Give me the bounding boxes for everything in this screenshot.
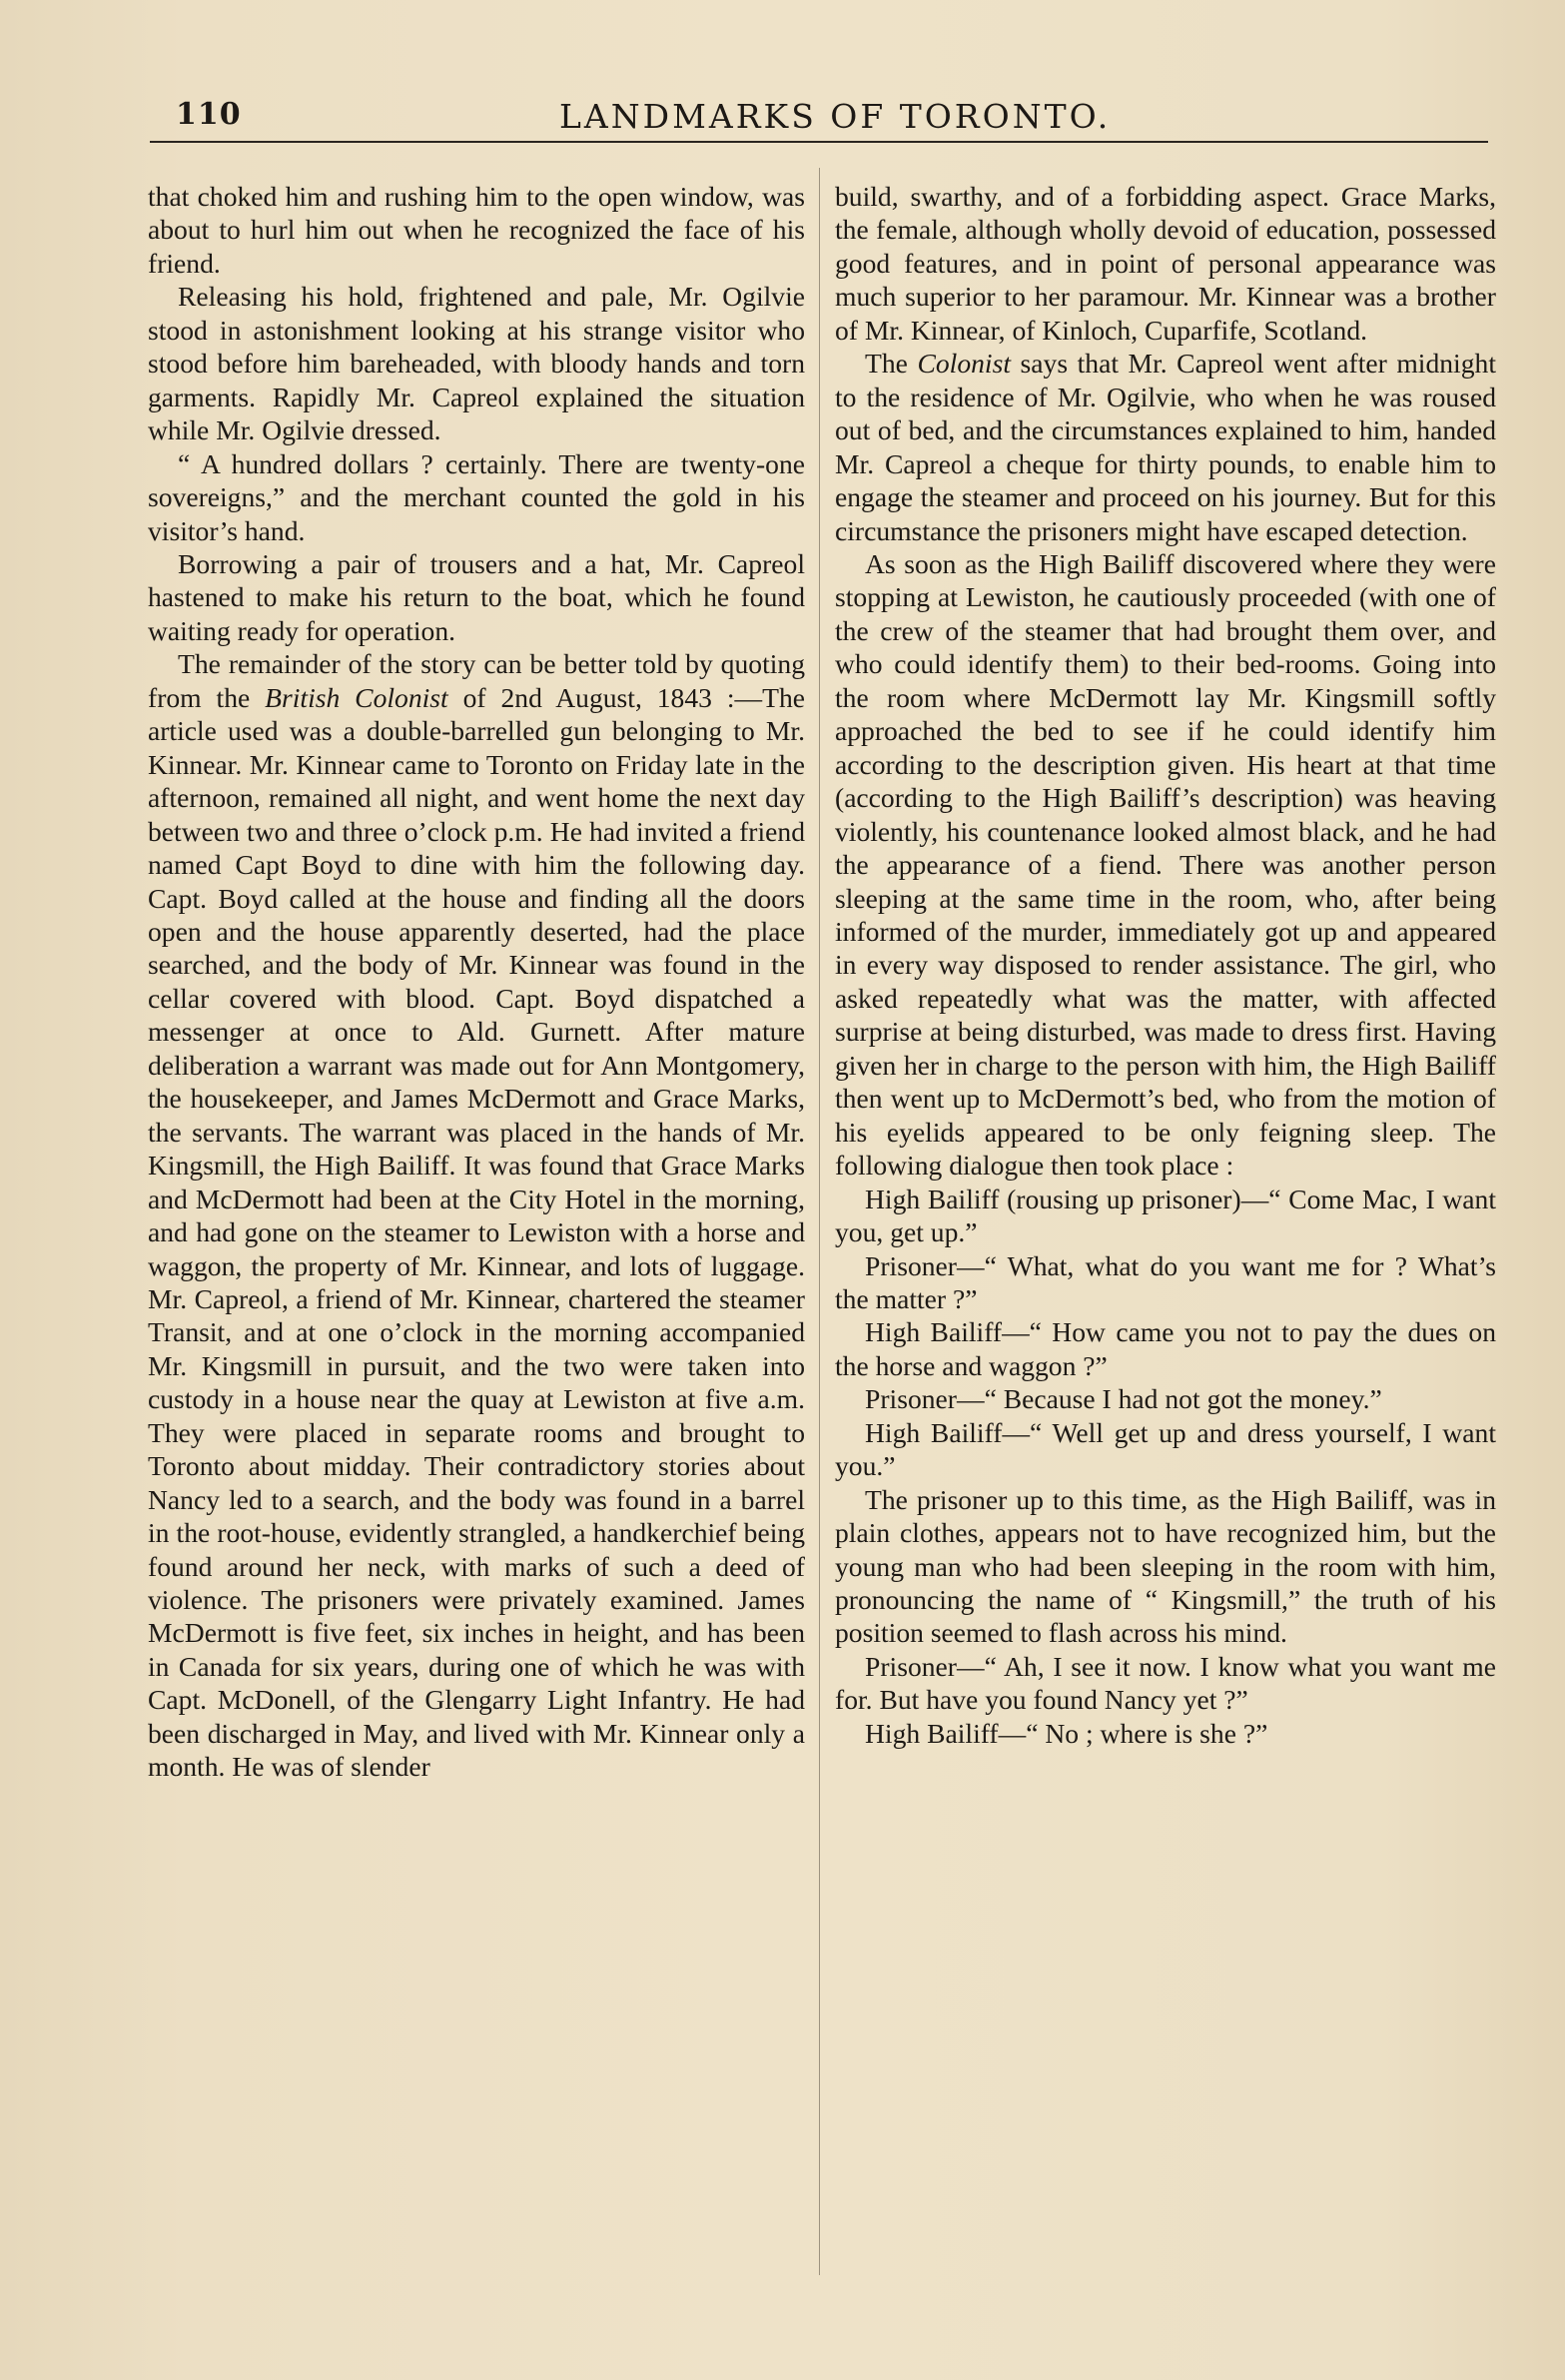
- paragraph: As soon as the High Bailiff discovered where they were stopping at Lewiston, he cautiously proceeded (with one of the crew of the steamer that had brought them over, and who could identify them) to their bed-rooms. Going into the room where McDermott lay Mr. Kingsmill softly approached the bed to see if he could identify him according to the description given. His heart at that time (according to the High Bailiff’s description) was heaving violently, his countenance looked almost black, and he had the appearance of a fiend. There was another person sleeping at the same time in the room, who, after being informed of the murder, immediately got up and appeared in every way disposed to render assistance. The girl, who asked repeatedly what was the matter, with affected surprise at being disturbed, was made to dress first. Having given her in charge to the person with him, the High Bailiff then went up to McDermott’s bed, who from the motion of his eyelids appeared to be only feigning sleep. The following dialogue then took place :: [835, 547, 1496, 1182]
- dialogue-line: High Bailiff (rousing up prisoner)—“ Come Mac, I want you, get up.”: [835, 1183, 1496, 1248]
- dialogue-line: High Bailiff—“ How came you not to pay the dues on the horse and waggon ?”: [835, 1316, 1496, 1381]
- paragraph: Releasing his hold, frightened and pale, Mr. Ogilvie stood in astonishment looking at his strange visitor who stood before him bareheaded, with bloody hands and torn garments. Rapidly Mr. Capreol explained the situation while Mr. Ogilvie dressed.: [148, 281, 805, 446]
- paragraph: Borrowing a pair of trousers and a hat, Mr. Capreol hastened to make his return to the boat, which he found waiting ready for operation.: [148, 547, 805, 646]
- left-column: [148, 180, 805, 1784]
- paragraph: The prisoner up to this time, as the High Bailiff, was in plain clothes, appears not to have recognized him, but the young man who had been sleeping in the room with him, pronouncing the name of “ Kingsmill,” the truth of his position seemed to flash across his mind.: [835, 1483, 1496, 1649]
- running-title: LANDMARKS OF TORONTO.: [559, 97, 1112, 136]
- paragraph-text: says that Mr. Capreol went after midnight to the residence of Mr. Ogilvie, who when he was roused out of bed, and the circumstances explained to him, handed Mr. Capreol a cheque for thirty pounds, to enable him to engage the steamer and proceed on his journey. But for this circumstance the prisoners might have escaped detection.: [835, 348, 1496, 546]
- newspaper-title: Colonist: [917, 348, 1011, 380]
- dialogue-line: High Bailiff—“ No ; where is she ?”: [865, 1717, 1268, 1749]
- page-header: [150, 95, 1488, 155]
- paragraph: build, swarthy, and of a forbidding aspect. Grace Marks, the female, although wholly devoid of education, possessed good features, and in point of personal appearance was much superior to her paramour. Mr. Kinnear was a brother of Mr. Kinnear, of Kinloch, Cuparfife, Scotland.: [835, 181, 1496, 346]
- paragraph-text: of 2nd August, 1843 :—The article used was a double-barrelled gun belonging to Mr. Kinnear. Mr. Kinnear came to Toronto on Friday late in the afternoon, remained all night, and went home the next day between two and three o’clock p.m. He had invited a friend named Capt Boyd to dine with him the following day. Capt. Boyd called at the house and finding all the doors open and the house apparently deserted, had the place searched, and the body of Mr. Kinnear was found in the cellar covered with blood. Capt. Boyd dispatched a messenger at once to Ald. Gurnett. After mature deliberation a warrant was made out for Ann Montgomery, the housekeeper, and James McDermott and Grace Marks, the servants. The warrant was placed in the hands of Mr. Kingsmill, the High Bailiff. It was found that Grace Marks and McDermott had been at the City Hotel in the morning, and had gone on the steamer to Lewiston with a horse and waggon, the property of Mr. Kinnear, and lots of luggage. Mr. Capreol, a friend of Mr. Kinnear, chartered the steamer Transit, and at one o’clock in the morning accompanied Mr. Kingsmill in pursuit, and the two were taken into custody in a house near the quay at Lewiston at five a.m. They were placed in separate rooms and brought to Toronto about midday. Their contradictory stories about Nancy led to a search, and the body was found in a barrel in the root-house, evidently strangled, a handkerchief being found around her neck, with marks of such a deed of violence. The prisoners were privately examined. James McDermott is five feet, six inches in height, and has been in Canada for six years, during one of which he was with Capt. McDonell, of the Glengarry Light Infantry. He had been discharged in May, and lived with Mr. Kinnear only a month. He was of slender: [148, 681, 805, 1783]
- column-divider: [819, 168, 820, 2275]
- page-number: 110: [176, 97, 242, 132]
- paragraph-text: The: [865, 348, 918, 380]
- paragraph: “ A hundred dollars ? certainly. There are twenty-one sovereigns,” and the merchant counted the gold in his visitor’s hand.: [148, 447, 805, 546]
- paragraph-text: The remainder of the story can be better told by quoting from the: [148, 648, 805, 713]
- newspaper-title: British Colonist: [265, 681, 448, 713]
- dialogue-line: Prisoner—“ Ah, I see it now. I know what you want me for. But have you found Nancy yet ?”: [835, 1650, 1496, 1716]
- right-column: [835, 180, 1496, 1750]
- paragraph: that choked him and rushing him to the open window, was about to hurl him out when he recognized the face of his friend.: [148, 181, 805, 279]
- header-rule: [150, 141, 1488, 143]
- paragraph: [148, 647, 805, 1783]
- dialogue-line: High Bailiff—“ Well get up and dress yourself, I want you.”: [835, 1416, 1496, 1482]
- dialogue-line: Prisoner—“ Because I had not got the money.”: [865, 1383, 1382, 1415]
- paragraph: [835, 347, 1496, 547]
- dialogue-line: Prisoner—“ What, what do you want me for ? What’s the matter ?”: [835, 1249, 1496, 1314]
